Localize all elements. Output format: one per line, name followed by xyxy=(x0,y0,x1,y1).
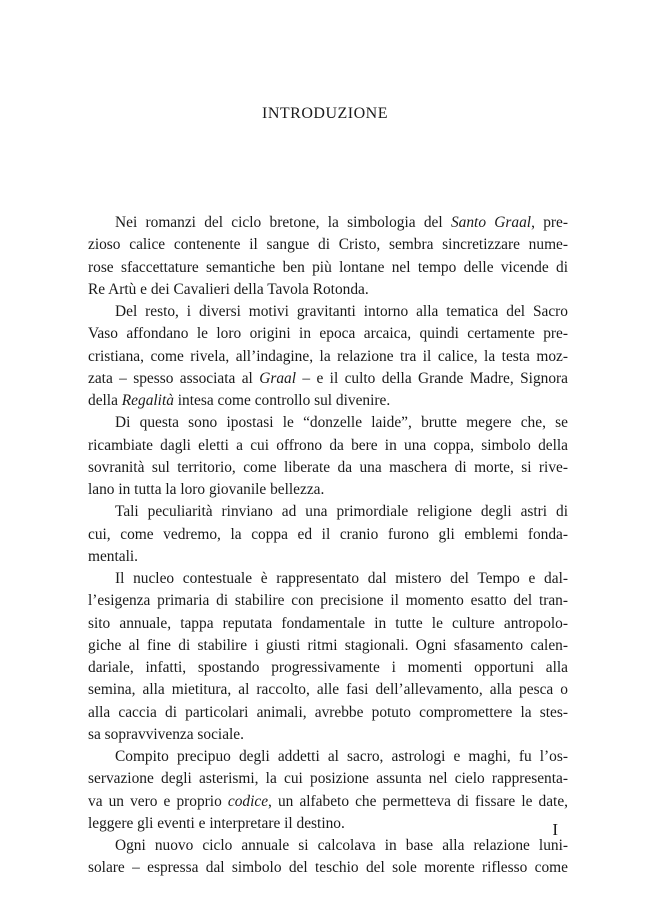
text-line: ricambiate dagli eletti a cui offrono da bere in una coppa, simbolo della xyxy=(88,436,568,454)
text-line: Di questa sono ipostasi le “donzelle laide”, brutte megere che, se xyxy=(115,414,568,432)
text-line: sovranità sul territorio, come liberate da una maschera di morte, si rive- xyxy=(88,458,568,476)
text-line: sa sopravvivenza sociale. xyxy=(88,725,244,743)
text-line: sito annuale, tappa reputata fondamentale in tutte le culture antropolo- xyxy=(88,614,568,632)
text-line: lano in tutta la loro giovanile bellezza. xyxy=(88,481,325,498)
text-line: giche al fine di stabilire i giusti ritmi stagionali. Ogni sfasamento calen- xyxy=(88,636,568,654)
text-line: semina, alla mietitura, al raccolto, alle fasi dell’allevamento, alla pesca o xyxy=(88,681,568,699)
page-number: I xyxy=(552,820,558,839)
text-line: Il nucleo contestuale è rappresentato dal mistero del Tempo e dal- xyxy=(115,570,568,587)
text-line: Vaso affondano le loro origini in epoca arcaica, quindi certamente pre- xyxy=(88,325,568,343)
italic-term: Regalità xyxy=(121,392,174,409)
text-line: solare – espressa dal simbolo del teschio del sole morente riflesso come xyxy=(88,859,568,877)
chapter-title: INTRODUZIONE xyxy=(262,105,388,122)
paragraph xyxy=(88,746,568,835)
text-line: cui, come vedremo, la coppa ed il cranio furono gli emblemi fonda- xyxy=(88,525,568,543)
text-line: dariale, infatti, spostando progressivamente i momenti opportuni alla xyxy=(88,659,568,676)
body-text xyxy=(88,212,568,880)
text-line: zata – spesso associata al Graal – e il culto della Grande Madre, Signora xyxy=(88,369,568,387)
text-line: Nei romanzi del ciclo bretone, la simbologia del Santo Graal, pre- xyxy=(115,214,568,231)
text-line: zioso calice contenente il sangue di Cristo, sembra sincretizzare nume- xyxy=(88,236,568,254)
text-line: Tali peculiarità rinviano ad una primordiale religione degli astri di xyxy=(115,503,568,521)
italic-term: codice xyxy=(227,792,269,810)
paragraph xyxy=(88,301,568,412)
text-line: cristiana, come rivela, all’indagine, la relazione tra il calice, la testa moz- xyxy=(88,347,568,365)
text-line: rose sfaccettature semantiche ben più lontane nel tempo delle vicende di xyxy=(88,258,568,276)
text-line: Del resto, i diversi motivi gravitanti intorno alla tematica del Sacro xyxy=(115,303,568,320)
text-line: alla caccia di particolari animali, avrebbe potuto compromettere la stes- xyxy=(88,703,568,721)
text-line: leggere gli eventi e interpretare il destino. xyxy=(88,814,345,832)
text-line: va un vero e proprio codice, un alfabeto che permetteva di fissare le date, xyxy=(88,792,568,810)
paragraph xyxy=(88,568,568,746)
text-line: l’esigenza primaria di stabilire con precisione il momento esatto del tran- xyxy=(88,592,568,610)
text-line: mentali. xyxy=(88,547,139,565)
paragraph xyxy=(88,501,568,568)
italic-term: Graal xyxy=(259,369,296,387)
paragraph xyxy=(88,212,568,301)
text-line: Re Artù e dei Cavalieri della Tavola Rotonda. xyxy=(88,280,369,298)
text-line: della Regalità intesa come controllo sul divenire. xyxy=(88,392,391,409)
paragraph xyxy=(88,412,568,501)
text-line: Ogni nuovo ciclo annuale si calcolava in base alla relazione luni- xyxy=(115,837,568,854)
paragraph xyxy=(88,835,568,880)
text-line: servazione degli asterismi, la cui posizione assunta nel cielo rappresenta- xyxy=(88,770,568,788)
text-line: Compito precipuo degli addetti al sacro, astrologi e maghi, fu l’os- xyxy=(115,748,568,765)
italic-term: Santo Graal xyxy=(450,214,532,231)
